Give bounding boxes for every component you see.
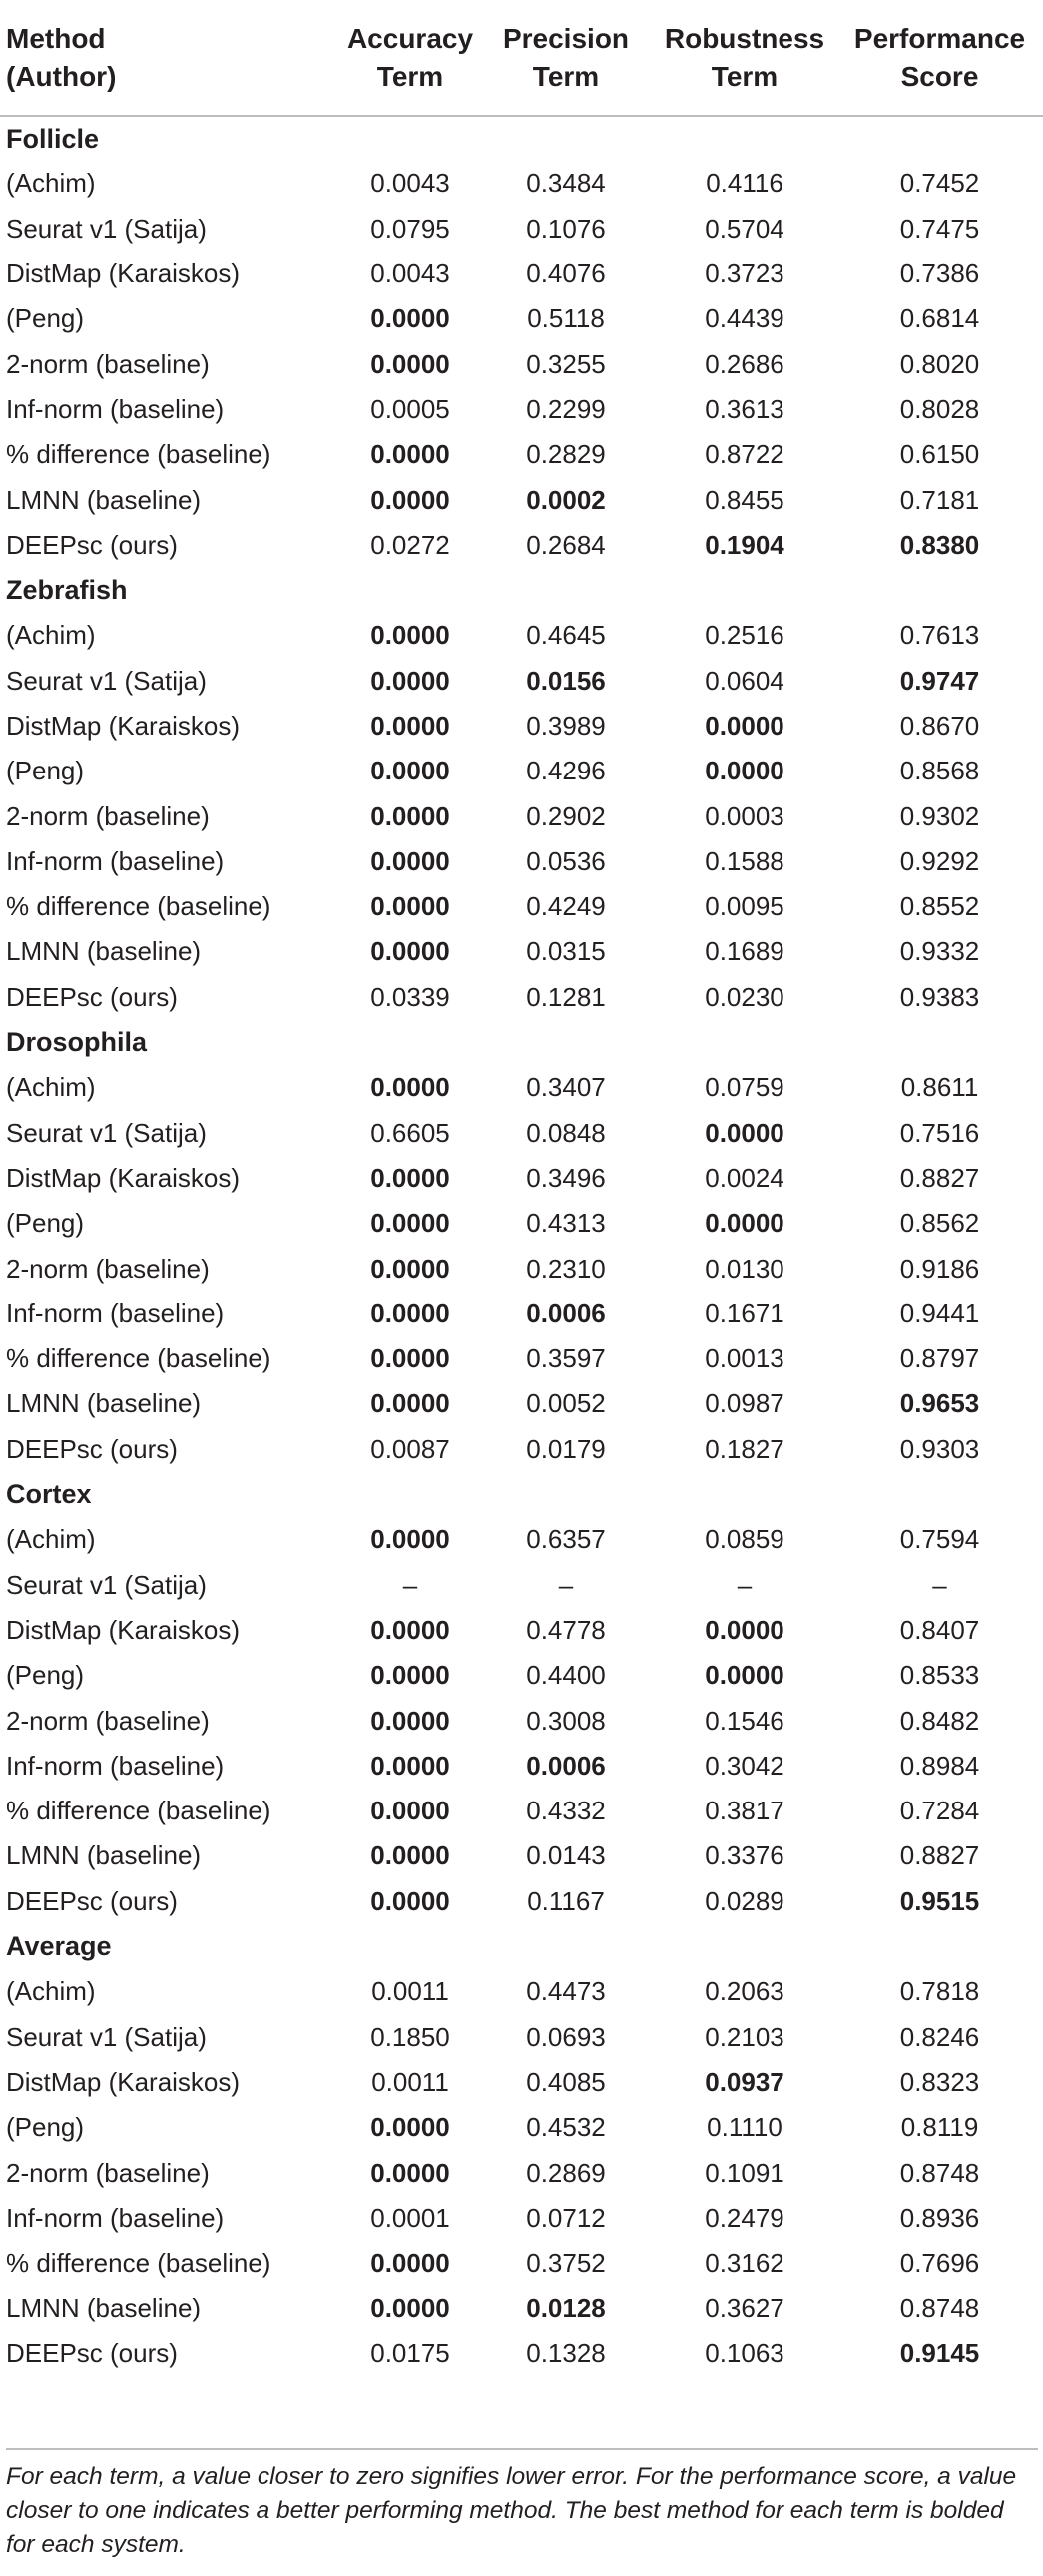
performance-header-line-1: Performance [853,22,1026,54]
method-header-line-2: (Author) [6,60,117,92]
accuracy-value-cell: 0.0000 [370,1840,450,1871]
table-row [0,2286,1043,2330]
accuracy-value-cell: 0.0000 [370,1614,450,1645]
precision-value-cell: 0.2310 [526,1253,606,1284]
robustness-value-cell: 0.5704 [705,213,784,244]
table-row [0,2241,1043,2286]
robustness-header-line-2: Term [711,60,779,92]
method-cell: Seurat v1 (Satija) [6,665,207,696]
precision-value-cell: 0.0156 [526,665,606,696]
accuracy-value-cell: 0.0000 [370,439,450,470]
method-column-header [0,0,311,116]
accuracy-value-cell: 0.0000 [370,484,450,515]
precision-value-cell: 0.0002 [526,484,606,515]
precision-value-cell: 0.3407 [526,1072,606,1103]
table-row [0,1291,1043,1336]
table-header [0,0,1043,116]
accuracy-value-cell: 0.0000 [370,1162,450,1193]
accuracy-value-cell: 0.0272 [370,529,450,560]
performance-value-cell: 0.8827 [899,1162,980,1193]
method-cell: LMNN (baseline) [6,1840,202,1871]
performance-value-cell: 0.7475 [899,213,980,244]
performance-header-line-2: Score [900,60,979,92]
performance-value-cell: 0.8611 [900,1072,979,1103]
table-row [0,2331,1043,2376]
performance-value-cell: 0.7386 [899,258,980,289]
accuracy-value-cell: 0.0000 [370,1660,450,1691]
robustness-value-cell: 0.1671 [705,1297,784,1328]
table-row [0,2060,1043,2105]
performance-column-header [836,0,1043,116]
table-row [0,839,1043,884]
performance-value-cell: 0.9302 [899,800,980,831]
performance-value-cell: 0.9332 [899,936,980,967]
method-cell: DEEPsc (ours) [6,1433,178,1464]
performance-value-cell: 0.7284 [899,1796,980,1826]
table-row [0,1698,1043,1743]
robustness-value-cell: 0.0859 [705,1524,784,1555]
table-row [0,252,1043,296]
robustness-value-cell: 0.0000 [705,1208,784,1239]
precision-value-cell: 0.4313 [526,1208,606,1239]
accuracy-value-cell: 0.0011 [371,2066,449,2097]
section-header-row [0,1472,1043,1517]
precision-value-cell: 0.0179 [526,1433,606,1464]
table-row [0,884,1043,929]
accuracy-value-cell: 0.6605 [370,1117,450,1148]
method-cell: Inf-norm (baseline) [6,1750,225,1781]
method-cell: Inf-norm (baseline) [6,1297,225,1328]
precision-header-line-2: Term [532,60,600,92]
accuracy-header-line-2: Term [376,60,444,92]
precision-value-cell: 0.4532 [526,2112,606,2143]
performance-value-cell: 0.8827 [899,1840,980,1871]
precision-value-cell: 0.1281 [526,981,606,1012]
section-title: Zebrafish [6,575,128,606]
table-footnote: For each term, a value closer to zero signifies lower error. For the performance score, a value closer to one indicates a better performing method. The best method for each term is bolded for each system. [6,2448,1038,2562]
precision-value-cell: 0.1167 [527,1885,605,1916]
robustness-value-cell: 0.0095 [705,891,784,922]
precision-value-cell: 0.0712 [526,2202,606,2233]
method-cell: Inf-norm (baseline) [6,393,225,424]
table-row [0,1744,1043,1789]
precision-value-cell: 0.2299 [526,393,606,424]
table-row [0,749,1043,793]
accuracy-value-cell: 0.0000 [370,1297,450,1328]
precision-value-cell: 0.2869 [526,2157,606,2188]
robustness-value-cell: 0.1588 [705,845,784,876]
accuracy-value-cell: 0.0087 [370,1433,450,1464]
robustness-value-cell: 0.3042 [705,1750,784,1781]
section-header-row [0,568,1043,613]
performance-value-cell: 0.9747 [899,665,980,696]
method-cell: 2-norm (baseline) [6,2157,210,2188]
robustness-value-cell: 0.1063 [705,2337,784,2368]
accuracy-value-cell: 0.0000 [370,1343,450,1374]
performance-value-cell: 0.6814 [899,303,980,334]
table-row [0,659,1043,704]
robustness-value-cell: 0.1110 [707,2112,782,2143]
table-row [0,2196,1043,2241]
accuracy-value-cell: – [402,1569,418,1600]
performance-value-cell: 0.8984 [899,1750,980,1781]
performance-value-cell: 0.9292 [899,845,980,876]
table-body [0,116,1043,2376]
table-row [0,975,1043,1020]
section-title: Cortex [6,1479,92,1510]
robustness-value-cell: 0.8722 [705,439,784,470]
performance-value-cell: – [932,1569,947,1600]
method-cell: DEEPsc (ours) [6,2337,178,2368]
accuracy-value-cell: 0.0000 [370,800,450,831]
table-row [0,2105,1043,2150]
table-row [0,793,1043,838]
accuracy-value-cell: 0.0000 [370,891,450,922]
robustness-value-cell: 0.0130 [705,1253,784,1284]
table-row [0,1201,1043,1246]
method-cell: 2-norm (baseline) [6,348,210,379]
table-row [0,1336,1043,1381]
table-row [0,1111,1043,1156]
robustness-value-cell: 0.0000 [705,1614,784,1645]
performance-value-cell: 0.7452 [899,168,980,199]
method-cell: Seurat v1 (Satija) [6,1117,207,1148]
table-row [0,1563,1043,1608]
robustness-value-cell: 0.0013 [705,1343,784,1374]
robustness-value-cell: 0.0000 [705,711,784,741]
method-header-line-1: Method [6,22,106,54]
performance-value-cell: 0.9653 [899,1388,980,1419]
performance-value-cell: 0.7818 [899,1976,980,2007]
header-row [0,0,1043,116]
accuracy-value-cell: 0.1850 [370,2021,450,2052]
section-header-row [0,116,1043,161]
table-row [0,341,1043,386]
accuracy-value-cell: 0.0000 [370,845,450,876]
accuracy-value-cell: 0.0043 [370,168,450,199]
performance-value-cell: 0.9515 [899,1885,980,1916]
table-row [0,1517,1043,1562]
robustness-value-cell: 0.3723 [705,258,784,289]
method-cell: Inf-norm (baseline) [6,845,225,876]
robustness-value-cell: 0.1546 [705,1705,784,1736]
performance-value-cell: 0.8380 [899,529,980,560]
method-cell: 2-norm (baseline) [6,800,210,831]
method-cell: (Peng) [6,1660,85,1691]
accuracy-value-cell: 0.0000 [370,1750,450,1781]
precision-value-cell: 0.3597 [526,1343,606,1374]
accuracy-value-cell: 0.0000 [370,620,450,651]
robustness-value-cell: 0.2686 [705,348,784,379]
accuracy-value-cell: 0.0000 [370,1253,450,1284]
accuracy-value-cell: 0.0000 [370,2248,450,2279]
robustness-value-cell: 0.0000 [705,1660,784,1691]
precision-value-cell: 0.3752 [526,2248,606,2279]
method-cell: (Peng) [6,2112,85,2143]
accuracy-value-cell: 0.0000 [370,1885,450,1916]
robustness-value-cell: 0.0759 [705,1072,784,1103]
method-cell: DistMap (Karaiskos) [6,1614,241,1645]
robustness-value-cell: 0.2479 [705,2202,784,2233]
method-cell: (Achim) [6,1976,96,2007]
method-cell: % difference (baseline) [6,891,271,922]
performance-value-cell: 0.8482 [899,1705,980,1736]
performance-value-cell: 0.7594 [899,1524,980,1555]
robustness-value-cell: 0.1904 [705,529,784,560]
accuracy-value-cell: 0.0011 [371,1976,449,2007]
precision-value-cell: 0.0693 [526,2021,606,2052]
method-cell: DistMap (Karaiskos) [6,2066,241,2097]
performance-value-cell: 0.8797 [899,1343,980,1374]
precision-value-cell: 0.4400 [526,1660,606,1691]
method-cell: Inf-norm (baseline) [6,2202,225,2233]
performance-value-cell: 0.8568 [899,756,980,786]
precision-value-cell: 0.3484 [526,168,606,199]
table-row [0,296,1043,341]
precision-value-cell: 0.3255 [526,348,606,379]
table-row [0,1427,1043,1472]
precision-value-cell: 0.4332 [526,1796,606,1826]
precision-value-cell: 0.1328 [526,2337,606,2368]
robustness-value-cell: 0.1689 [705,936,784,967]
table-row [0,1246,1043,1290]
robustness-value-cell: 0.0000 [705,756,784,786]
section-header-row [0,1924,1043,1969]
table-row [0,704,1043,749]
robustness-value-cell: 0.3613 [705,393,784,424]
method-cell: DEEPsc (ours) [6,981,178,1012]
precision-value-cell: 0.0128 [526,2293,606,2323]
accuracy-value-cell: 0.0000 [370,711,450,741]
performance-value-cell: 0.8028 [899,393,980,424]
method-cell: (Achim) [6,1524,96,1555]
section-title: Drosophila [6,1027,148,1058]
robustness-value-cell: 0.4116 [706,168,783,199]
performance-value-cell: 0.8020 [899,348,980,379]
method-cell: DistMap (Karaiskos) [6,258,241,289]
table-row [0,1789,1043,1833]
robustness-column-header [653,0,836,116]
performance-value-cell: 0.7696 [899,2248,980,2279]
robustness-value-cell: 0.3817 [705,1796,784,1826]
performance-value-cell: 0.8748 [899,2157,980,2188]
robustness-value-cell: 0.0289 [705,1885,784,1916]
accuracy-value-cell: 0.0000 [370,2293,450,2323]
precision-value-cell: 0.4645 [526,620,606,651]
precision-value-cell: 0.4473 [526,1976,606,2007]
precision-value-cell: 0.2684 [526,529,606,560]
method-cell: LMNN (baseline) [6,1388,202,1419]
precision-value-cell: – [558,1569,574,1600]
table-row [0,929,1043,974]
method-cell: LMNN (baseline) [6,2293,202,2323]
accuracy-value-cell: 0.0000 [370,1208,450,1239]
method-cell: % difference (baseline) [6,2248,271,2279]
table-row [0,613,1043,658]
accuracy-value-cell: 0.0000 [370,936,450,967]
method-cell: LMNN (baseline) [6,936,202,967]
table-row [0,1879,1043,1924]
accuracy-value-cell: 0.0000 [370,1388,450,1419]
table-row [0,1653,1043,1698]
accuracy-value-cell: 0.0000 [370,665,450,696]
accuracy-value-cell: 0.0001 [370,2202,450,2233]
precision-value-cell: 0.4778 [526,1614,606,1645]
precision-value-cell: 0.3008 [526,1705,606,1736]
method-cell: Seurat v1 (Satija) [6,2021,207,2052]
precision-value-cell: 0.1076 [526,213,606,244]
table-row [0,1381,1043,1426]
method-cell: % difference (baseline) [6,1343,271,1374]
precision-value-cell: 0.0143 [526,1840,606,1871]
method-cell: DistMap (Karaiskos) [6,1162,241,1193]
accuracy-value-cell: 0.0000 [370,756,450,786]
performance-value-cell: 0.8246 [899,2021,980,2052]
table-row [0,1833,1043,1878]
section-title: Follicle [6,123,100,154]
precision-value-cell: 0.4249 [526,891,606,922]
performance-value-cell: 0.8552 [899,891,980,922]
precision-value-cell: 0.2902 [526,800,606,831]
performance-value-cell: 0.7181 [899,484,980,515]
robustness-value-cell: 0.1091 [705,2157,784,2188]
method-cell: DistMap (Karaiskos) [6,711,241,741]
accuracy-value-cell: 0.0005 [370,393,450,424]
precision-value-cell: 0.4076 [526,258,606,289]
precision-value-cell: 0.5118 [527,303,605,334]
method-cell: % difference (baseline) [6,439,271,470]
method-cell: DEEPsc (ours) [6,529,178,560]
performance-value-cell: 0.7516 [899,1117,980,1148]
accuracy-value-cell: 0.0795 [370,213,450,244]
method-cell: 2-norm (baseline) [6,1253,210,1284]
precision-value-cell: 0.6357 [526,1524,606,1555]
table-row [0,207,1043,252]
robustness-value-cell: 0.2103 [705,2021,784,2052]
performance-value-cell: 0.9441 [899,1297,980,1328]
robustness-value-cell: 0.8455 [705,484,784,515]
precision-value-cell: 0.3989 [526,711,606,741]
table-row [0,432,1043,477]
accuracy-value-cell: 0.0000 [370,2112,450,2143]
method-cell: (Peng) [6,756,85,786]
robustness-value-cell: 0.0000 [705,1117,784,1148]
robustness-value-cell: 0.0987 [705,1388,784,1419]
accuracy-column-header [311,0,479,116]
robustness-value-cell: 0.0003 [705,800,784,831]
robustness-value-cell: 0.0604 [705,665,784,696]
robustness-value-cell: 0.3627 [705,2293,784,2323]
method-cell: DEEPsc (ours) [6,1885,178,1916]
precision-value-cell: 0.0536 [526,845,606,876]
performance-value-cell: 0.8119 [900,2112,979,2143]
method-cell: (Achim) [6,168,96,199]
section-title: Average [6,1931,112,1962]
method-cell: (Achim) [6,620,96,651]
table-row [0,387,1043,432]
robustness-header-line-1: Robustness [664,22,825,54]
method-cell: LMNN (baseline) [6,484,202,515]
robustness-value-cell: – [737,1569,753,1600]
table-row [0,1065,1043,1110]
accuracy-value-cell: 0.0000 [370,348,450,379]
accuracy-value-cell: 0.0339 [370,981,450,1012]
method-cell: (Peng) [6,1208,85,1239]
method-cell: % difference (baseline) [6,1796,271,1826]
performance-value-cell: 0.8562 [899,1208,980,1239]
precision-value-cell: 0.2829 [526,439,606,470]
precision-value-cell: 0.4296 [526,756,606,786]
table-row [0,2014,1043,2059]
performance-value-cell: 0.9145 [899,2337,980,2368]
method-cell: (Achim) [6,1072,96,1103]
accuracy-value-cell: 0.0000 [370,303,450,334]
table-row [0,161,1043,206]
robustness-value-cell: 0.2063 [705,1976,784,2007]
accuracy-value-cell: 0.0175 [370,2337,450,2368]
method-cell: 2-norm (baseline) [6,1705,210,1736]
precision-value-cell: 0.4085 [526,2066,606,2097]
accuracy-value-cell: 0.0000 [370,1524,450,1555]
accuracy-value-cell: 0.0000 [370,1796,450,1826]
performance-value-cell: 0.9303 [899,1433,980,1464]
performance-value-cell: 0.7613 [899,620,980,651]
robustness-value-cell: 0.0937 [705,2066,784,2097]
robustness-value-cell: 0.1827 [705,1433,784,1464]
accuracy-value-cell: 0.0000 [370,1072,450,1103]
robustness-value-cell: 0.3376 [705,1840,784,1871]
accuracy-value-cell: 0.0000 [370,2157,450,2188]
method-cell: Seurat v1 (Satija) [6,213,207,244]
precision-value-cell: 0.3496 [526,1162,606,1193]
performance-value-cell: 0.9383 [899,981,980,1012]
method-cell: (Peng) [6,303,85,334]
performance-value-cell: 0.9186 [899,1253,980,1284]
accuracy-value-cell: 0.0043 [370,258,450,289]
precision-value-cell: 0.0006 [526,1750,606,1781]
performance-value-cell: 0.8323 [899,2066,980,2097]
accuracy-value-cell: 0.0000 [370,1705,450,1736]
precision-value-cell: 0.0315 [526,936,606,967]
robustness-value-cell: 0.4439 [705,303,784,334]
precision-header-line-1: Precision [502,22,630,54]
table-row [0,523,1043,568]
table-row [0,1969,1043,2014]
performance-value-cell: 0.6150 [899,439,980,470]
performance-value-cell: 0.8670 [899,711,980,741]
precision-value-cell: 0.0006 [526,1297,606,1328]
performance-value-cell: 0.8407 [899,1614,980,1645]
performance-value-cell: 0.8533 [899,1660,980,1691]
robustness-value-cell: 0.0024 [705,1162,784,1193]
table-row [0,1156,1043,1201]
performance-value-cell: 0.8936 [899,2202,980,2233]
robustness-value-cell: 0.2516 [705,620,784,651]
precision-value-cell: 0.0848 [526,1117,606,1148]
precision-value-cell: 0.0052 [526,1388,606,1419]
robustness-value-cell: 0.0230 [705,981,784,1012]
table-row [0,1608,1043,1653]
table-row [0,2150,1043,2195]
table-row [0,477,1043,522]
precision-column-header [479,0,653,116]
robustness-value-cell: 0.3162 [705,2248,784,2279]
performance-value-cell: 0.8748 [899,2293,980,2323]
method-cell: Seurat v1 (Satija) [6,1569,207,1600]
accuracy-header-line-1: Accuracy [346,22,474,54]
section-header-row [0,1020,1043,1065]
